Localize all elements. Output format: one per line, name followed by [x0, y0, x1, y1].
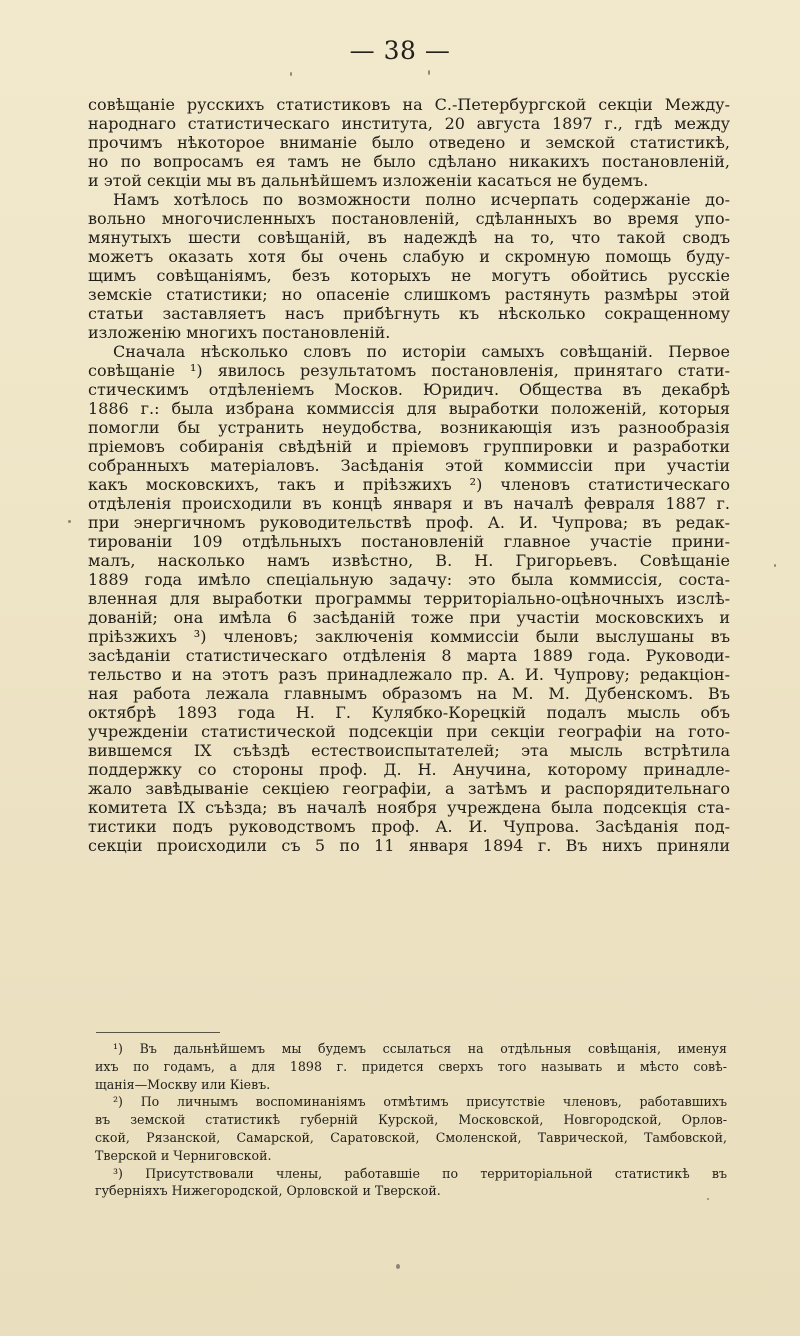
text-line: секціи происходили съ 5 по 11 января 1894 г. Въ нихъ приняли — [88, 836, 730, 855]
page-number: — 38 — — [349, 36, 451, 65]
text-line: вленная для выработки программы территоріально-оцѣночныхъ изслѣ- — [88, 589, 730, 608]
footnote-line: Тверской и Черниговской. — [95, 1147, 272, 1163]
paper-speck — [428, 70, 430, 75]
text-line: при энергичномъ руководительствѣ проф. А. И. Чупрова; въ редак- — [88, 513, 730, 532]
text-line: вившемся IX съѣздѣ естествоиспытателей; эта мысль встрѣтила — [88, 741, 730, 760]
footnotes — [95, 1040, 727, 1200]
text-line: отдѣленія происходили въ концѣ января и въ началѣ февраля 1887 г. — [88, 494, 730, 513]
paper-speck — [290, 72, 292, 76]
text-line: щимъ совѣщаніямъ, безъ которыхъ не могутъ обойтись русскіе — [88, 266, 730, 285]
footnote-line: ³) Присутствовали члены, работавшіе по территоріальной статистикѣ въ — [113, 1165, 727, 1181]
text-line: земскіе статистики; но опасеніе слишкомъ растянуть размѣры этой — [88, 285, 730, 304]
text-line: дованій; она имѣла 6 засѣданій тоже при участіи московскихъ и — [88, 608, 730, 627]
paper-speck — [396, 1264, 400, 1269]
text-line: совѣщаніе ¹) явилось результатомъ постановленія, принятаго стати- — [88, 361, 730, 380]
text-line: октябрѣ 1893 года Н. Г. Кулябко-Корецкій подалъ мысль объ — [88, 703, 730, 722]
text-line: прочимъ нѣкоторое вниманіе было отведено и земской статистикѣ, — [88, 133, 730, 152]
footnote-line: въ земской статистикѣ губерній Курской, Московской, Новгородской, Орлов- — [95, 1112, 727, 1128]
paper-speck — [774, 564, 776, 567]
main-text — [88, 95, 730, 855]
footnote-line: ¹) Въ дальнѣйшемъ мы будемъ ссылаться на отдѣльныя совѣщанія, именуя — [113, 1041, 727, 1056]
text-line: изложенію многихъ постановленій. — [88, 323, 391, 342]
text-line: но по вопросамъ ея тамъ не было сдѣлано никакихъ постановленій, — [88, 152, 730, 171]
footnote-line: губерніяхъ Нижегородской, Орловской и Тверской. — [95, 1183, 441, 1199]
text-line: вольно многочисленныхъ постановленій, сдѣланныхъ во время упо- — [88, 209, 730, 228]
footnote-line: ихъ по годамъ, а для 1898 г. придется сверхъ того называть и мѣсто совѣ- — [95, 1058, 727, 1074]
text-line: народнаго статистическаго института, 20 августа 1897 г., гдѣ между — [88, 114, 730, 133]
text-line: мянутыхъ шести совѣщаній, въ надеждѣ на то, что такой сводъ — [88, 228, 730, 247]
text-line: жало завѣдываніе секціею географіи, а затѣмъ и распорядительнаго — [88, 779, 730, 798]
text-line: учрежденіи статистической подсекціи при секціи географіи на гото- — [88, 722, 730, 741]
paper-speck — [68, 520, 71, 523]
text-line: можетъ оказать хотя бы очень слабую и скромную помощь буду- — [88, 247, 730, 266]
text-line: поддержку со стороны проф. Д. Н. Анучина, которому принадле- — [88, 760, 730, 779]
text-line: тированіи 109 отдѣльныхъ постановленій главное участіе прини- — [88, 532, 730, 551]
text-line: совѣщаніе русскихъ статистиковъ на С.-Петербургской секціи Между- — [88, 95, 730, 114]
footnote-line: ²) По личнымъ воспоминаніямъ отмѣтимъ присутствіе членовъ, работавшихъ — [113, 1094, 727, 1110]
footnote-divider — [96, 1032, 220, 1033]
footnote-line: ской, Рязанской, Самарской, Саратовской, Смоленской, Таврической, Тамбовской, — [95, 1129, 727, 1145]
text-line: и этой секціи мы въ дальнѣйшемъ изложеніи касаться не будемъ. — [88, 171, 649, 190]
text-line: Намъ хотѣлось по возможности полно исчерпать содержаніе до- — [113, 190, 730, 209]
text-line: помогли бы устранить неудобства, возникающія изъ разнообразія — [88, 418, 730, 437]
text-line: малъ, насколько намъ извѣстно, В. Н. Григорьевъ. Совѣщаніе — [88, 551, 730, 570]
text-line: пріѣзжихъ ³) членовъ; заключенія коммиссіи были выслушаны въ — [88, 627, 730, 646]
text-line: засѣданіи статистическаго отдѣленія 8 марта 1889 года. Руководи- — [88, 646, 730, 665]
text-line: статьи заставляетъ насъ прибѣгнуть къ нѣсколько сокращенному — [88, 304, 730, 323]
footnote-line: щанія—Москву или Кіевъ. — [95, 1076, 271, 1092]
text-line: 1889 года имѣло спеціальную задачу: это была коммиссія, соста- — [88, 570, 730, 589]
text-line: пріемовъ собиранія свѣдѣній и пріемовъ группировки и разработки — [88, 437, 730, 456]
text-line: тельство и на этотъ разъ принадлежало пр. А. И. Чупрову; редакціон- — [88, 665, 730, 684]
text-line: комитета IX съѣзда; въ началѣ ноября учреждена была подсекція ста- — [88, 798, 730, 817]
paper-speck — [707, 1198, 709, 1200]
text-line: 1886 г.: была избрана коммиссія для выработки положеній, которыя — [88, 399, 730, 418]
text-line: стическимъ отдѣленіемъ Москов. Юридич. Общества въ декабрѣ — [88, 380, 730, 399]
text-line: ная работа лежала главнымъ образомъ на М. М. Дубенскомъ. Въ — [88, 684, 730, 703]
text-line: какъ московскихъ, такъ и пріѣзжихъ ²) членовъ статистическаго — [88, 475, 730, 494]
text-line: Сначала нѣсколько словъ по исторіи самыхъ совѣщаній. Первое — [113, 342, 730, 361]
text-line: тистики подъ руководствомъ проф. А. И. Чупрова. Засѣданія под- — [88, 817, 730, 836]
text-line: собранныхъ матеріаловъ. Засѣданія этой коммиссіи при участіи — [88, 456, 730, 475]
